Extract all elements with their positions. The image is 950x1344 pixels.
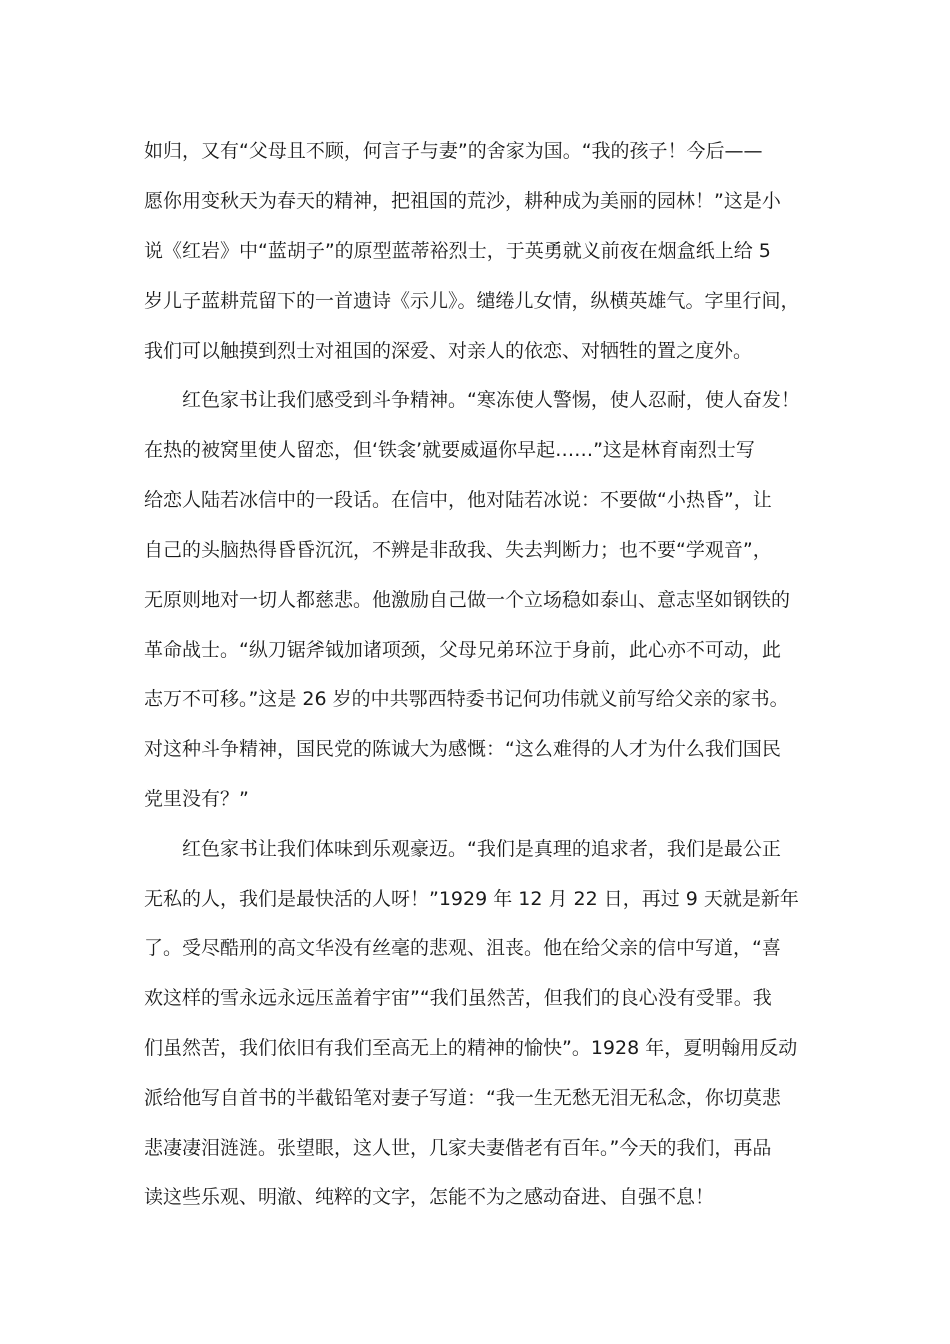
paragraph-line: 悲凄凄泪涟涟。张望眼，这人世，几家夫妻偕老有百年。”今天的我们，再品 [144, 1137, 772, 1159]
paragraph-line: 如归，又有“父母且不顾，何言子与妻”的舍家为国。“我的孩子！今后—— [144, 140, 763, 162]
paragraph-line: 说《红岩》中“蓝胡子”的原型蓝蒂裕烈士，于英勇就义前夜在烟盒纸上给 5 [144, 240, 771, 262]
paragraph-line: 对这种斗争精神，国民党的陈诚大为感慨：“这么难得的人才为什么我们国民 [144, 738, 781, 760]
paragraph-first-line: 红色家书让我们感受到斗争精神。“寒冻使人警惕，使人忍耐，使人奋发！ [182, 389, 800, 411]
paragraph-line: 愿你用变秋天为春天的精神，把祖国的荒沙，耕种成为美丽的园林！”这是小 [144, 190, 781, 212]
paragraph-first-line: 红色家书让我们体味到乐观豪迈。“我们是真理的追求者，我们是最公正 [182, 838, 781, 860]
paragraph-line: 我们可以触摸到烈士对祖国的深爱、对亲人的依恋、对牺牲的置之度外。 [144, 340, 753, 362]
paragraph-line: 党里没有？” [144, 788, 249, 810]
paragraph-line: 志万不可移。”这是 26 岁的中共鄂西特委书记何功伟就义前写给父亲的家书。 [144, 688, 789, 710]
paragraph-line: 读这些乐观、明澈、纯粹的文字，怎能不为之感动奋进、自强不息！ [144, 1186, 715, 1208]
paragraph-line: 欢这样的雪永远永远压盖着宇宙”“我们虽然苦，但我们的良心没有受罪。我 [144, 987, 772, 1009]
paragraph-line: 们虽然苦，我们依旧有我们至高无上的精神的愉快”。1928 年，夏明翰用反动 [144, 1037, 798, 1059]
paragraph-line: 革命战士。“纵刀锯斧钺加诸项颈，父母兄弟环泣于身前，此心亦不可动，此 [144, 639, 781, 661]
paragraph-line: 无原则地对一切人都慈悲。他激励自己做一个立场稳如泰山、意志坚如钢铁的 [144, 589, 791, 611]
paragraph-line: 给恋人陆若冰信中的一段话。在信中，他对陆若冰说：不要做“小热昏”，让 [144, 489, 772, 511]
paragraph-line: 无私的人，我们是最快活的人呀！”1929 年 12 月 22 日，再过 9 天就是新年 [144, 888, 799, 910]
paragraph-line: 岁儿子蓝耕荒留下的一首遗诗《示儿》。缱绻儿女情，纵横英雄气。字里行间， [144, 290, 800, 312]
paragraph-line: 自己的头脑热得昏昏沉沉，不辨是非敌我、失去判断力；也不要“学观音”， [144, 539, 772, 561]
paragraph-line: 在热的被窝里使人留恋，但‘铁衾’就要威逼你早起……”这是林育南烈士写 [144, 439, 755, 461]
paragraph-line: 了。受尽酷刑的高文华没有丝毫的悲观、沮丧。他在给父亲的信中写道，“喜 [144, 937, 781, 959]
paragraph-line: 派给他写自首书的半截铅笔对妻子写道：“我一生无愁无泪无私念，你切莫悲 [144, 1087, 781, 1109]
